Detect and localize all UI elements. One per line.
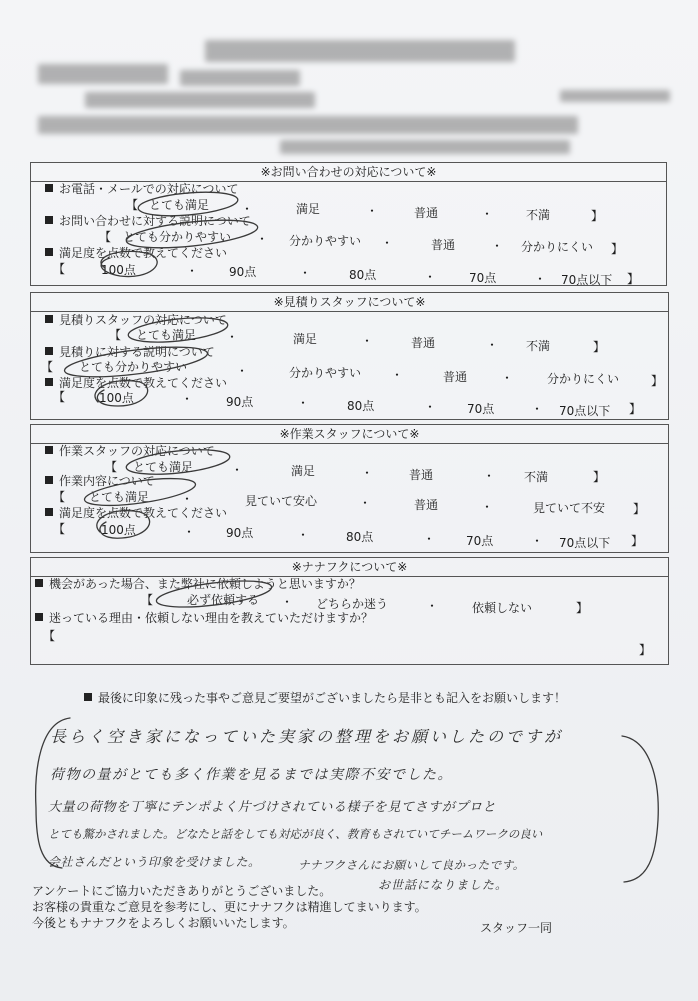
question: 作業内容について: [45, 473, 155, 489]
question: 見積りスタッフの対応について: [45, 312, 227, 328]
closing-line: お客様の貴重なご意見を参考にし、更にナナフクは精進してまいります。: [32, 900, 427, 914]
option-bracket: 】: [627, 272, 640, 286]
option[interactable]: 満足: [293, 332, 318, 346]
option[interactable]: 不満: [526, 339, 551, 353]
option[interactable]: とても満足: [136, 328, 197, 342]
comment-prompt: 最後に印象に残った事やご意見ご要望がございましたら是非とも記入をお願いします！: [84, 690, 566, 706]
separator: ・: [361, 466, 374, 480]
separator: ・: [183, 525, 196, 539]
option[interactable]: 普通: [443, 370, 468, 384]
option[interactable]: 見ていて安心: [245, 494, 318, 508]
option[interactable]: とても分かりやすい: [79, 360, 188, 374]
question: 見積りに対する説明について: [45, 344, 215, 360]
closing-line: 今後ともナナフクをよろしくお願いいたします。: [32, 916, 295, 930]
question: 機会があった場合、また弊社に依頼しようと思いますか？: [35, 576, 361, 592]
bullet-square-icon: [45, 446, 53, 454]
separator: ・: [534, 272, 547, 286]
option-bracket: 【: [53, 262, 66, 276]
section-title: ※見積りスタッフについて※: [31, 293, 668, 312]
question: 迷っている理由・依頼しない理由を教えていただけますか？: [35, 610, 373, 626]
option-bracket: 】: [629, 402, 642, 416]
question: 満足度を点数で教えてください: [45, 375, 227, 391]
bullet-square-icon: [45, 347, 53, 355]
option-bracket: 【: [105, 460, 118, 474]
option[interactable]: 必ず依頼する: [187, 593, 260, 607]
option-bracket: 】: [591, 209, 604, 223]
option[interactable]: 100点: [101, 263, 136, 277]
option[interactable]: 90点: [229, 265, 257, 279]
option[interactable]: 100点: [101, 523, 136, 537]
option[interactable]: 80点: [346, 530, 374, 544]
option[interactable]: 不満: [526, 208, 551, 222]
option-bracket: 【: [141, 593, 154, 607]
separator: ・: [299, 266, 312, 280]
bullet-square-icon: [45, 315, 53, 323]
bullet-square-icon: [45, 508, 53, 516]
separator: ・: [281, 595, 294, 609]
option[interactable]: どちらか迷う: [316, 597, 389, 611]
question: 満足度を点数で教えてください: [45, 245, 227, 261]
option-bracket: 【: [43, 629, 56, 643]
handwritten-line: 大量の荷物を丁寧にテンポよく片づけされている様子を見てさすがプロと: [48, 800, 497, 815]
option[interactable]: 満足: [296, 202, 321, 216]
separator: ・: [186, 264, 199, 278]
option[interactable]: 70点以下: [559, 404, 611, 418]
separator: ・: [481, 207, 494, 221]
separator: ・: [391, 368, 404, 382]
option[interactable]: 普通: [411, 336, 436, 350]
question: お問い合わせに対する説明について: [45, 213, 251, 229]
question: 作業スタッフの対応について: [45, 443, 215, 459]
bullet-square-icon: [84, 693, 92, 701]
bullet-square-icon: [45, 476, 53, 484]
separator: ・: [236, 364, 249, 378]
separator: ・: [381, 236, 394, 250]
option[interactable]: 分かりにくい: [547, 372, 620, 386]
bracket-right: [622, 736, 658, 882]
handwritten-line: 長らく空き家になっていた実家の整理をお願いしたのですが: [50, 727, 564, 746]
option[interactable]: 普通: [414, 498, 439, 512]
option-bracket: 【: [53, 522, 66, 536]
option-bracket: 【: [99, 230, 112, 244]
option-bracket: 】: [593, 470, 606, 484]
question: お電話・メールでの対応について: [45, 181, 239, 197]
option[interactable]: とても分かりやすい: [123, 230, 232, 244]
separator: ・: [483, 469, 496, 483]
separator: ・: [366, 204, 379, 218]
bullet-square-icon: [45, 378, 53, 386]
option[interactable]: 90点: [226, 395, 254, 409]
option-bracket: 【: [53, 490, 66, 504]
option[interactable]: 不満: [524, 470, 549, 484]
option[interactable]: 80点: [349, 268, 377, 282]
option-bracket: 】: [611, 242, 624, 256]
separator: ・: [531, 402, 544, 416]
separator: ・: [481, 500, 494, 514]
separator: ・: [426, 599, 439, 613]
section-title: ※ナナフクについて※: [31, 558, 668, 577]
option-bracket: 【: [41, 360, 54, 374]
separator: ・: [297, 396, 310, 410]
separator: ・: [256, 232, 269, 246]
option-bracket: 】: [651, 374, 664, 388]
option[interactable]: 90点: [226, 526, 254, 540]
handwritten-line: お世話になりました。: [378, 878, 509, 892]
option-bracket: 】: [631, 534, 644, 548]
separator: ・: [241, 202, 254, 216]
option[interactable]: 普通: [414, 206, 439, 220]
separator: ・: [297, 528, 310, 542]
closing-line: アンケートにご協力いただきありがとうございました。: [32, 884, 332, 898]
option-bracket: 【: [53, 390, 66, 404]
separator: ・: [423, 532, 436, 546]
option[interactable]: 70点: [466, 534, 494, 548]
handwritten-line: 会社さんだという印象を受けました。: [48, 855, 261, 869]
bullet-square-icon: [35, 613, 43, 621]
separator: ・: [491, 239, 504, 253]
option-bracket: 】: [639, 643, 652, 657]
separator: ・: [181, 492, 194, 506]
bullet-square-icon: [45, 216, 53, 224]
separator: ・: [424, 400, 437, 414]
option[interactable]: 70点以下: [561, 273, 613, 287]
separator: ・: [231, 463, 244, 477]
signature: スタッフ一同: [480, 921, 553, 935]
option[interactable]: 70点以下: [559, 536, 611, 550]
separator: ・: [531, 534, 544, 548]
option-bracket: 】: [633, 502, 646, 516]
option[interactable]: 依頼しない: [472, 601, 533, 615]
separator: ・: [359, 496, 372, 510]
section-nanafuku: [30, 557, 669, 665]
option[interactable]: 満足: [291, 464, 316, 478]
separator: ・: [226, 330, 239, 344]
option[interactable]: 普通: [409, 468, 434, 482]
section-work-staff: [30, 424, 669, 553]
option[interactable]: 見ていて不安: [533, 501, 606, 515]
section-title: ※お問い合わせの対応について※: [31, 163, 666, 182]
handwritten-line: ナナフクさんにお願いして良かったです。: [298, 858, 525, 872]
handwritten-line: とても驚かされました。どなたと話をしても対応が良く、教育もされていてチームワークの良い: [48, 827, 543, 841]
bullet-square-icon: [35, 579, 43, 587]
option[interactable]: とても満足: [133, 460, 194, 474]
option[interactable]: 普通: [431, 238, 456, 252]
bullet-square-icon: [45, 184, 53, 192]
option[interactable]: とても満足: [89, 490, 150, 504]
option[interactable]: 分かりやすい: [289, 234, 362, 248]
option-bracket: 【: [126, 198, 139, 212]
separator: ・: [486, 338, 499, 352]
option[interactable]: 80点: [347, 399, 375, 413]
handwritten-line: 荷物の量がとても多く作業を見るまでは実際不安でした。: [50, 767, 453, 783]
separator: ・: [181, 392, 194, 406]
separator: ・: [424, 270, 437, 284]
separator: ・: [361, 334, 374, 348]
option[interactable]: 分かりにくい: [521, 240, 594, 254]
section-title: ※作業スタッフについて※: [31, 425, 668, 444]
option[interactable]: 70点: [467, 402, 495, 416]
option[interactable]: 100点: [99, 391, 134, 405]
section-inquiry: [30, 162, 667, 286]
option[interactable]: 70点: [469, 271, 497, 285]
question: 満足度を点数で教えてください: [45, 505, 227, 521]
option-bracket: 】: [576, 601, 589, 615]
option-bracket: 】: [593, 340, 606, 354]
option-bracket: 【: [109, 328, 122, 342]
separator: ・: [501, 371, 514, 385]
bullet-square-icon: [45, 248, 53, 256]
option[interactable]: とても満足: [149, 198, 210, 212]
option[interactable]: 分かりやすい: [289, 366, 362, 380]
section-estimate-staff: [30, 292, 669, 420]
